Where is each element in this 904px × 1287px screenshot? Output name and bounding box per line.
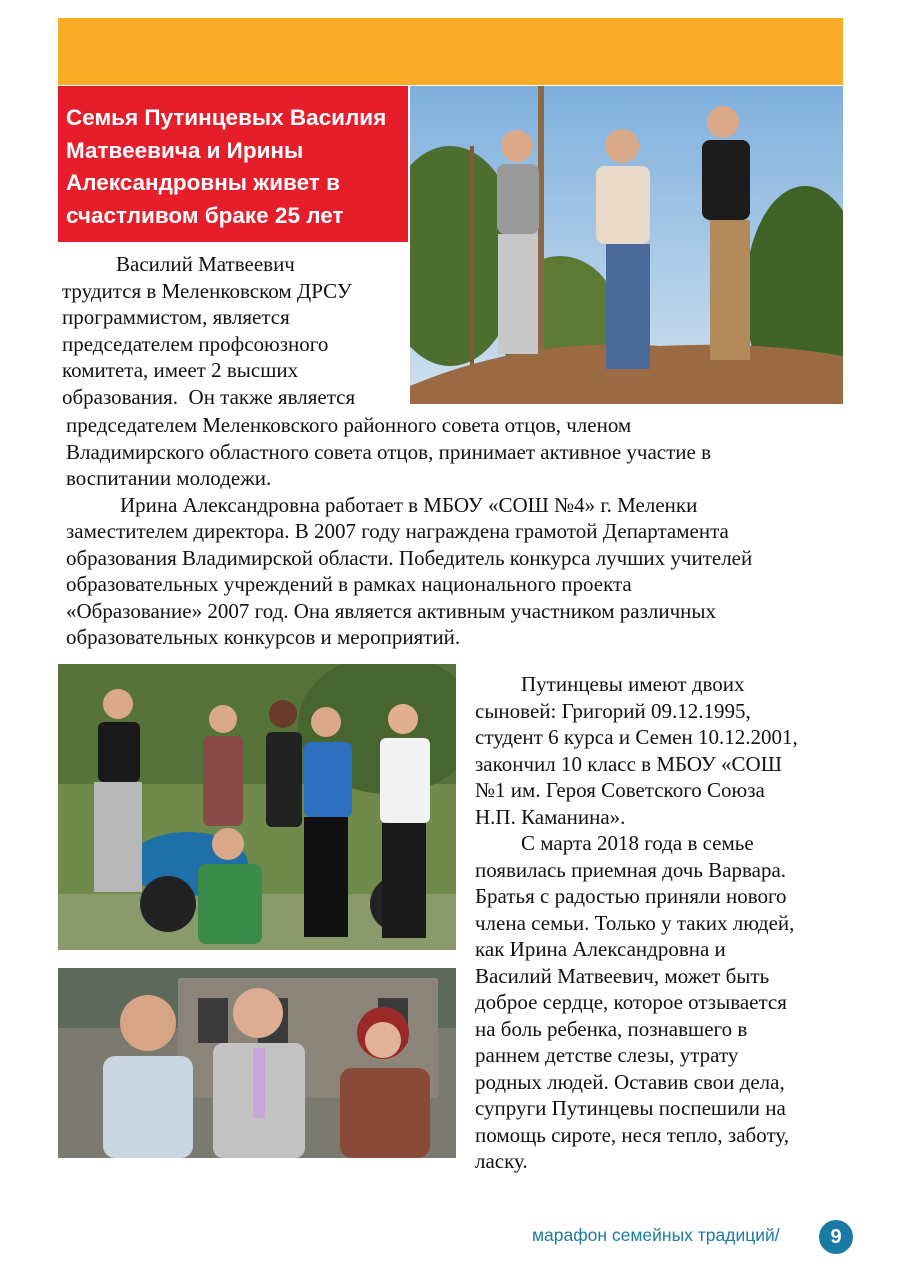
text-line: программистом, является bbox=[62, 305, 290, 329]
article-paragraph-1 bbox=[62, 251, 355, 410]
text-line: Братья с радостью приняли нового bbox=[475, 884, 787, 908]
text-line: комитета, имеет 2 высших bbox=[62, 358, 299, 382]
text-line: помощь сироте, неся тепло, заботу, bbox=[475, 1122, 790, 1147]
text-line: трудится в Меленковском ДРСУ bbox=[62, 278, 352, 303]
text-line: сыновей: Григорий 09.12.1995, bbox=[475, 698, 751, 723]
text-line: «Образование» 2007 год. Она является активным участником различных bbox=[66, 598, 717, 623]
text-line: председателем профсоюзного bbox=[62, 331, 329, 356]
text-line: супруги Путинцевы поспешили на bbox=[475, 1096, 786, 1120]
text-line: как Ирина Александровна и bbox=[475, 937, 726, 961]
text-line: Василий Матвеевич, может быть bbox=[475, 963, 770, 988]
article-title-line: Матвеевича и Ирины bbox=[66, 137, 304, 163]
text-line: №1 им. Героя Советского Союза bbox=[475, 778, 765, 802]
text-line: Василий Матвеевич bbox=[116, 252, 295, 276]
photo-teens-group bbox=[58, 664, 456, 950]
page-number-badge: 9 bbox=[819, 1220, 853, 1254]
article-title-line: счастливом браке 25 лет bbox=[66, 202, 344, 228]
footer-tagline: марафон семейных традиций/ bbox=[532, 1225, 780, 1245]
text-line: С марта 2018 года в семье bbox=[521, 831, 754, 855]
text-line: родных людей. Оставив свои дела, bbox=[475, 1069, 785, 1094]
text-line: заместителем директора. В 2007 году награждена грамотой Департамента bbox=[66, 519, 729, 543]
text-line: на боль ребенка, познавшего в bbox=[475, 1016, 748, 1041]
text-line: студент 6 курса и Семен 10.12.2001, bbox=[475, 725, 798, 749]
top-orange-bar bbox=[58, 18, 843, 85]
text-line: появилась приемная дочь Варвара. bbox=[475, 857, 787, 882]
text-line: Путинцевы имеют двоих bbox=[521, 672, 745, 696]
text-line: воспитании молодежи. bbox=[66, 466, 272, 490]
article-paragraph-2 bbox=[66, 412, 752, 651]
photo-father-and-sons bbox=[410, 86, 843, 404]
text-line: образовательных учреждений в рамках национального проекта bbox=[66, 572, 632, 596]
article-title-box bbox=[58, 86, 408, 242]
text-line: председателем Меленковского районного совета отцов, членом bbox=[66, 413, 632, 437]
text-line: образовательных конкурсов и мероприятий. bbox=[66, 625, 461, 649]
text-line: Владимирского областного совета отцов, принимает активное участие в bbox=[66, 439, 712, 464]
text-line: доброе сердце, которое отзывается bbox=[475, 990, 787, 1014]
text-line: члена семьи. Только у таких людей, bbox=[475, 910, 795, 935]
photo-family-portrait bbox=[58, 968, 456, 1158]
text-line: ласку. bbox=[475, 1149, 528, 1173]
text-line: образования. Он также является bbox=[62, 384, 356, 409]
text-line: образования Владимирской области. Победитель конкурса лучших учителей bbox=[66, 545, 753, 570]
article-title-line: Александровны живет в bbox=[66, 170, 340, 195]
text-line: Н.П. Каманина». bbox=[475, 804, 626, 829]
article-title-line: Семья Путинцевых Василия bbox=[66, 105, 387, 130]
text-line: Ирина Александровна работает в МБОУ «СОШ №4» г. Меленки bbox=[120, 492, 698, 517]
text-line: закончил 10 класс в МБОУ «СОШ bbox=[475, 751, 782, 776]
text-line: раннем детстве слезы, утрату bbox=[475, 1043, 739, 1067]
article-paragraph-3 bbox=[475, 671, 798, 1175]
